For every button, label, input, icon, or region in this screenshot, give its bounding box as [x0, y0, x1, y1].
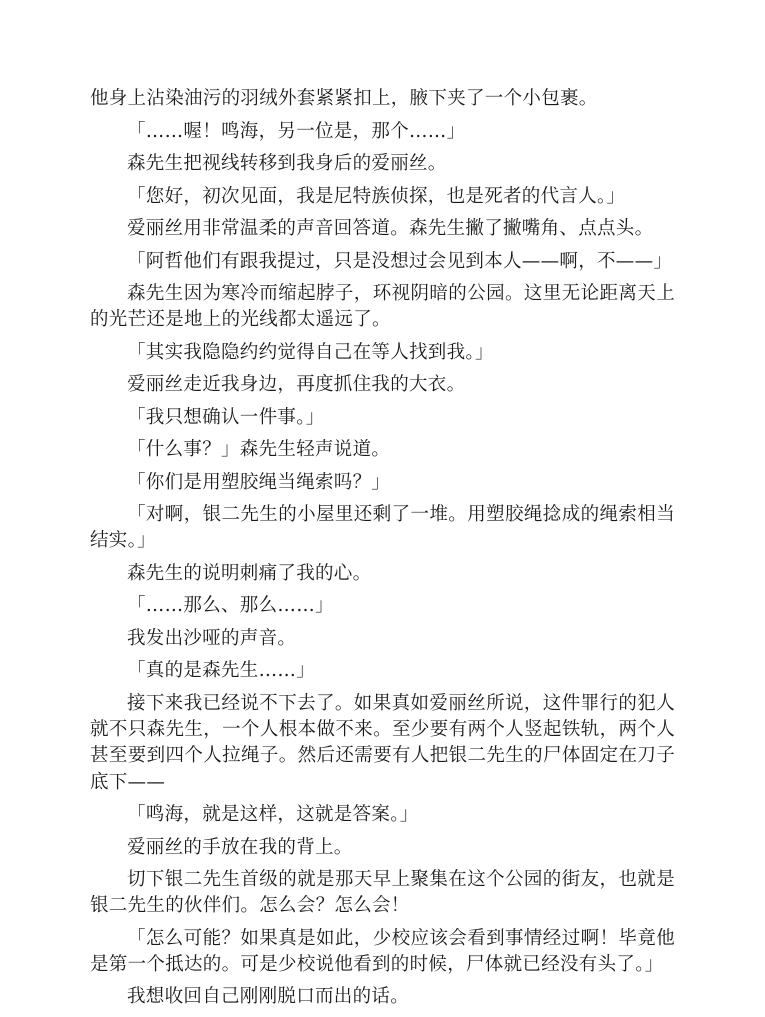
paragraph: 「阿哲他们有跟我提过，只是没想过会见到本人——啊，不——」	[127, 250, 673, 272]
paragraph: 「……那么、那么……」	[127, 595, 334, 617]
paragraph: 「什么事？」森先生轻声说道。	[127, 439, 391, 461]
paragraph: 切下银二先生首级的就是那天早上聚集在这个公园的街友，也就是银二先生的伙伴们。怎么会？怎么会！	[90, 869, 675, 917]
paragraph: 森先生把视线转移到我身后的爱丽丝。	[127, 153, 447, 174]
paragraph: 「……喔！鸣海，另一位是，那个……」	[127, 120, 466, 142]
paragraph: 我发出沙哑的声音。	[127, 627, 297, 649]
paragraph: 接下来我已经说不下去了。如果真如爱丽丝所说，这件罪行的犯人就不只森先生，一个人根本做不来。至少要有两个人竖起铁轨，两个人甚至要到四个人拉绳子。然后还需要有人把银二先生的尸体固定在刀子底下——	[90, 692, 675, 793]
paragraph: 森先生因为寒冷而缩起脖子，环视阴暗的公园。这里无论距离天上的光芒还是地上的光线都太遥远了。	[90, 283, 675, 331]
paragraph: 森先生的说明刺痛了我的心。	[127, 562, 372, 584]
paragraph: 「怎么可能？如果真是如此，少校应该会看到事情经过啊！毕竟他是第一个抵达的。可是少校说他看到的时候，尸体就已经没有头了。」	[90, 927, 675, 975]
paragraph: 「其实我隐隐约约觉得自己在等人找到我。」	[127, 341, 494, 363]
paragraph: 「对啊，银二先生的小屋里还剩了一堆。用塑胶绳捻成的绳索相当结实。」	[90, 504, 675, 552]
paragraph: 我想收回自己刚刚脱口而出的话。	[127, 986, 410, 1008]
paragraph: 「鸣海，就是这样，这就是答案。」	[127, 804, 419, 826]
paragraph: 「我只想确认一件事。」	[127, 406, 325, 428]
document-page	[90, 86, 675, 1017]
paragraph: 爱丽丝的手放在我的背上。	[127, 836, 353, 858]
paragraph: 「你们是用塑胶绳当绳索吗？」	[127, 471, 391, 493]
paragraph: 「真的是森先生……」	[127, 660, 316, 682]
paragraph: 他身上沾染油污的羽绒外套紧紧扣上，腋下夹了一个小包裹。	[90, 88, 598, 109]
paragraph: 爱丽丝用非常温柔的声音回答道。森先生撇了撇嘴角、点点头。	[127, 218, 654, 239]
paragraph: 「您好，初次见面，我是尼特族侦探，也是死者的代言人。」	[127, 185, 626, 207]
paragraph: 爱丽丝走近我身边，再度抓住我的大衣。	[127, 374, 466, 396]
